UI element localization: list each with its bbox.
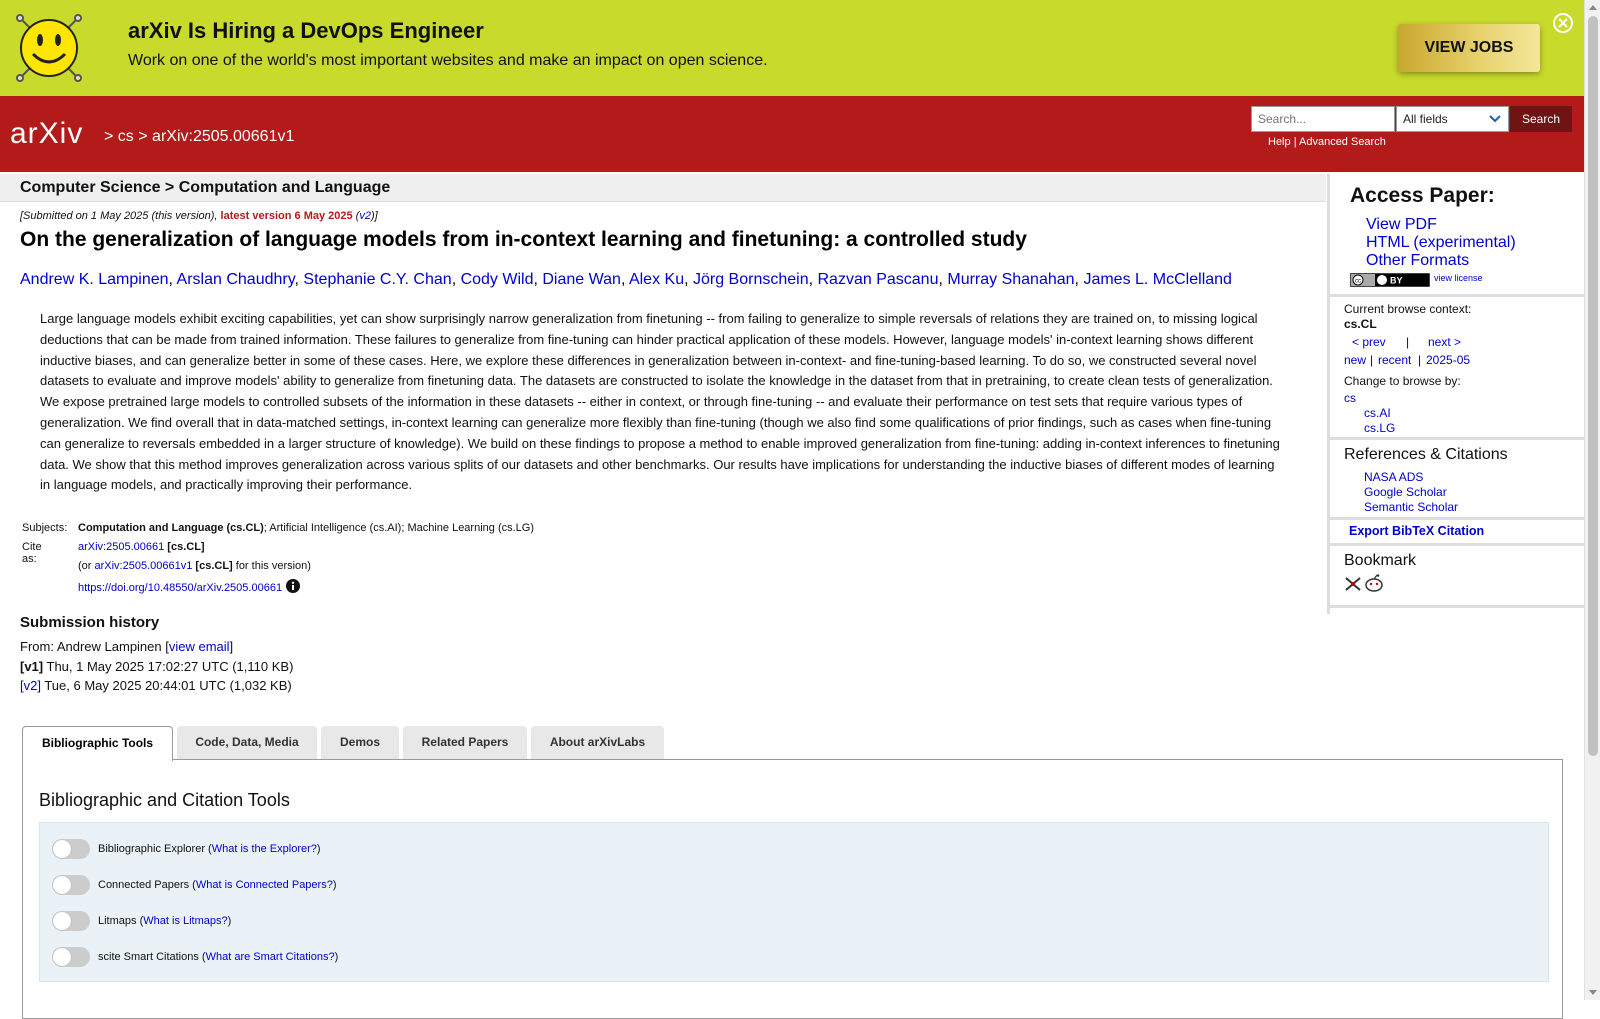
- tab-panel: [22, 759, 1563, 1019]
- html-experimental-link[interactable]: HTML (experimental): [1366, 234, 1516, 251]
- cite-id-link[interactable]: arXiv:2505.00661: [78, 541, 165, 553]
- submission-history-title: Submission history: [20, 614, 160, 631]
- what-are-smart-citations-link[interactable]: What are Smart Citations?: [205, 951, 335, 963]
- dateline-prefix: [Submitted on 1 May 2025 (this version),: [20, 210, 221, 222]
- access-paper-title: Access Paper:: [1350, 184, 1495, 207]
- cite-v1-link[interactable]: arXiv:2505.00661v1: [94, 560, 193, 572]
- tool-paren-close: ): [227, 915, 232, 927]
- dateline-close: )]: [370, 210, 378, 222]
- breadcrumb-sep: >: [104, 128, 114, 145]
- help-link[interactable]: Help: [1268, 136, 1291, 148]
- submission-dateline: [20, 210, 378, 222]
- reddit-icon[interactable]: [1364, 574, 1384, 592]
- search-input[interactable]: [1251, 106, 1395, 132]
- references-title: References & Citations: [1344, 446, 1508, 463]
- what-is-explorer-link[interactable]: What is the Explorer?: [211, 843, 317, 855]
- author-separator: ,: [168, 271, 177, 288]
- change-browse-label: Change to browse by:: [1344, 374, 1461, 388]
- bibliographic-explorer-toggle[interactable]: [52, 839, 90, 859]
- abstract: Large language models exhibit exciting capabilities, yet can show surprisingly narrow generalization from finetuning -- from failing to generalize to simple reversals of relations they are trained on, to missing logical deductions that can be made from trained information. These failures to generalize from fine-tuning can hinder practical application of these models. However, language models' in-context learning shows different inductive biases, and can generalize better in some of these cases. Here, we explore these differences in generalization between in-context- and fine-tuning-based learning. To do so, we constructed several novel datasets to evaluate and improve models' ability to generalize from finetuning data. The datasets are constructed to isolate the knowledge in the dataset from that in pretraining, to create clean tests of generalization. We expose pretrained large models to controlled subsets of the information in these datasets -- either in context, or through fine-tuning -- and evaluate their performance on test sets that require various types of generalization. We find overall that in data-matched settings, in-context learning can generalize more flexibly than fine-tuning (though we also find some qualifications of prior findings, such as cases when fine-tuning can generalize to reversals embedded in a larger structure of knowledge). We build on these findings to propose a method to enable improved generalization from fine-tuning: adding in-context inferences to finetuning data. We show that this method improves generalization across various splits of our datasets and other benchmarks. Our results have implications for understanding the inductive biases of different modes of learning in language models, and practically improving their performance.: [40, 311, 1280, 493]
- breadcrumb-sep: >: [138, 128, 148, 145]
- browse-context-value: cs.CL: [1344, 317, 1377, 331]
- author-link[interactable]: Diane Wan: [542, 271, 621, 288]
- header-links: [1268, 136, 1386, 148]
- close-banner-icon[interactable]: [1552, 12, 1574, 34]
- author-separator: ,: [294, 271, 304, 288]
- smiley-logo-icon: [12, 10, 86, 86]
- subject-heading: Computer Science > Computation and Language: [20, 179, 391, 196]
- v1-text: Thu, 1 May 2025 17:02:27 UTC (1,110 KB): [43, 658, 294, 674]
- author-separator: ,: [938, 271, 948, 288]
- banner-title: arXiv Is Hiring a DevOps Engineer: [128, 18, 484, 43]
- author-separator: ,: [808, 271, 818, 288]
- breadcrumb: [104, 128, 294, 146]
- tool-name: Bibliographic Explorer: [98, 843, 205, 855]
- arxiv-logo[interactable]: [10, 116, 102, 156]
- tab-about-arxivlabs[interactable]: About arXivLabs: [531, 726, 664, 760]
- paper-title: On the generalization of language models from in-context learning and finetuning: a controlled study: [20, 228, 1027, 251]
- field-select-value: All fields: [1403, 112, 1448, 126]
- from-prefix: From: Andrew Lampinen [: [20, 639, 169, 654]
- browse-cs-lg-link[interactable]: cs.LG: [1364, 421, 1396, 435]
- tool-name: Connected Papers: [98, 879, 190, 891]
- links-separator: |: [1293, 136, 1297, 148]
- author-link[interactable]: Alex Ku: [628, 271, 685, 288]
- history-from: [20, 637, 293, 657]
- new-link[interactable]: new: [1344, 353, 1367, 367]
- history-v2: [20, 676, 293, 696]
- browse-context-section: [1330, 297, 1587, 440]
- scite-toggle[interactable]: [52, 947, 90, 967]
- tab-demos[interactable]: Demos: [321, 726, 399, 760]
- chevron-down-icon: [1488, 111, 1502, 125]
- submission-history: [20, 637, 293, 696]
- breadcrumb-paper-id: arXiv:2505.00661v1: [152, 128, 295, 145]
- references-section: [1330, 440, 1587, 520]
- scroll-down-arrow-icon[interactable]: [1589, 990, 1597, 995]
- author-list: [20, 271, 1310, 289]
- cite-or-open: (or: [78, 560, 95, 572]
- tab-bibliographic-tools[interactable]: Bibliographic Tools: [22, 726, 173, 761]
- browse-context-label: Current browse context:: [1344, 302, 1472, 316]
- author-link[interactable]: Andrew K. Lampinen: [20, 271, 169, 288]
- v2-text: Tue, 6 May 2025 20:44:01 UTC (1,032 KB): [40, 678, 292, 693]
- tool-paren-open: (: [136, 915, 144, 927]
- tab-related-papers[interactable]: Related Papers: [403, 726, 527, 760]
- other-subjects: ; Artificial Intelligence (cs.AI); Machine Learning (cs.LG): [263, 522, 535, 534]
- svg-text:cc: cc: [1355, 278, 1361, 285]
- prev-link[interactable]: < prev: [1352, 335, 1386, 349]
- author-link[interactable]: Arslan Chaudhry: [176, 271, 295, 288]
- advanced-search-link[interactable]: Advanced Search: [1299, 136, 1386, 148]
- cite-v1-tail: for this version): [232, 560, 311, 572]
- v1-label: [v1]: [20, 658, 44, 674]
- panel-title: Bibliographic and Citation Tools: [39, 790, 290, 810]
- nav-separator: |: [1406, 335, 1410, 349]
- right-sidebar: [1327, 174, 1584, 614]
- tool-paren-close: ): [334, 951, 339, 963]
- nav-separator: |: [1418, 353, 1422, 367]
- cite-v1-category: [cs.CL]: [192, 560, 233, 572]
- bibsonomy-icon[interactable]: [1344, 576, 1362, 592]
- what-is-litmaps-link[interactable]: What is Litmaps?: [143, 915, 228, 927]
- recent-link[interactable]: recent: [1378, 353, 1412, 367]
- author-separator: ,: [533, 271, 543, 288]
- author-separator: ,: [1074, 271, 1084, 288]
- tool-name: Litmaps: [98, 915, 137, 927]
- export-section: [1330, 520, 1587, 546]
- author-link[interactable]: Murray Shanahan: [947, 271, 1075, 288]
- browse-cs-link[interactable]: cs: [1344, 391, 1356, 405]
- tool-paren-open: (: [198, 951, 206, 963]
- nav-separator: |: [1370, 353, 1374, 367]
- month-link[interactable]: 2025-05: [1426, 353, 1471, 367]
- author-separator: ,: [451, 271, 461, 288]
- connected-papers-toggle[interactable]: [52, 875, 90, 895]
- tab-code-data-media[interactable]: Code, Data, Media: [177, 726, 317, 760]
- view-license-link[interactable]: view license: [1434, 273, 1483, 283]
- search-field-select[interactable]: [1396, 106, 1509, 132]
- cite-label: Cite as:: [22, 541, 42, 565]
- subjects-label: Subjects:: [22, 522, 68, 534]
- tools-list: [39, 822, 1549, 982]
- doi-link[interactable]: https://doi.org/10.48550/arXiv.2505.00661: [78, 582, 283, 594]
- latest-version-text: latest version 6 May 2025: [220, 210, 353, 222]
- author-link[interactable]: Cody Wild: [460, 271, 534, 288]
- logo-text: arXiv: [10, 117, 84, 150]
- view-jobs-button[interactable]: VIEW JOBS: [1398, 24, 1540, 72]
- access-paper-section: [1330, 174, 1587, 297]
- cc-by-license-icon[interactable]: [1350, 273, 1430, 287]
- breadcrumb-cs-link[interactable]: cs: [117, 128, 134, 145]
- from-suffix: ]: [229, 639, 234, 654]
- hiring-banner: [0, 0, 1584, 96]
- semantic-scholar-link[interactable]: Semantic Scholar: [1364, 500, 1459, 514]
- next-link[interactable]: next >: [1428, 335, 1462, 349]
- page-scrollbar[interactable]: [1584, 0, 1600, 1000]
- author-link[interactable]: Razvan Pascanu: [817, 271, 939, 288]
- nasa-ads-link[interactable]: NASA ADS: [1364, 470, 1424, 484]
- cite-category: [cs.CL]: [164, 541, 205, 553]
- litmaps-toggle[interactable]: [52, 911, 90, 931]
- v2-link[interactable]: v2: [359, 210, 371, 222]
- view-pdf-link[interactable]: View PDF: [1366, 216, 1437, 233]
- what-is-connected-papers-link[interactable]: What is Connected Papers?: [195, 879, 333, 891]
- site-header: [0, 96, 1584, 172]
- tool-paren-close: ): [316, 843, 321, 855]
- tool-paren-open: (: [189, 879, 196, 891]
- info-icon[interactable]: [286, 579, 300, 593]
- author-link[interactable]: Jörg Bornschein: [692, 271, 809, 288]
- view-email-link[interactable]: view email: [168, 639, 230, 654]
- scroll-up-arrow-icon[interactable]: [1589, 5, 1597, 10]
- cc-by-text: BY: [1390, 275, 1403, 286]
- tool-name: scite Smart Citations: [98, 951, 199, 963]
- author-separator: ,: [620, 271, 629, 288]
- browse-cs-ai-link[interactable]: cs.AI: [1364, 406, 1391, 420]
- search-button[interactable]: Search: [1510, 106, 1572, 132]
- history-v1: [20, 657, 293, 677]
- bookmark-title: Bookmark: [1344, 552, 1417, 569]
- scrollbar-thumb[interactable]: [1588, 16, 1598, 756]
- google-scholar-link[interactable]: Google Scholar: [1364, 485, 1447, 499]
- author-link[interactable]: James L. McClelland: [1083, 271, 1232, 288]
- author-separator: ,: [684, 271, 693, 288]
- banner-subtitle: Work on one of the world's most important websites and make an impact on open science.: [128, 52, 768, 69]
- v2-history-link[interactable]: [v2]: [20, 678, 41, 693]
- bookmark-section: [1330, 546, 1587, 608]
- export-bibtex-link[interactable]: Export BibTeX Citation: [1349, 524, 1485, 538]
- primary-subject: Computation and Language (cs.CL): [78, 522, 264, 534]
- tool-paren-open: (: [205, 843, 212, 855]
- author-link[interactable]: Stephanie C.Y. Chan: [303, 271, 452, 288]
- other-formats-link[interactable]: Other Formats: [1366, 252, 1470, 269]
- dateline-open: (: [352, 210, 360, 222]
- tool-paren-close: ): [332, 879, 337, 891]
- subject-bar: [0, 174, 1326, 202]
